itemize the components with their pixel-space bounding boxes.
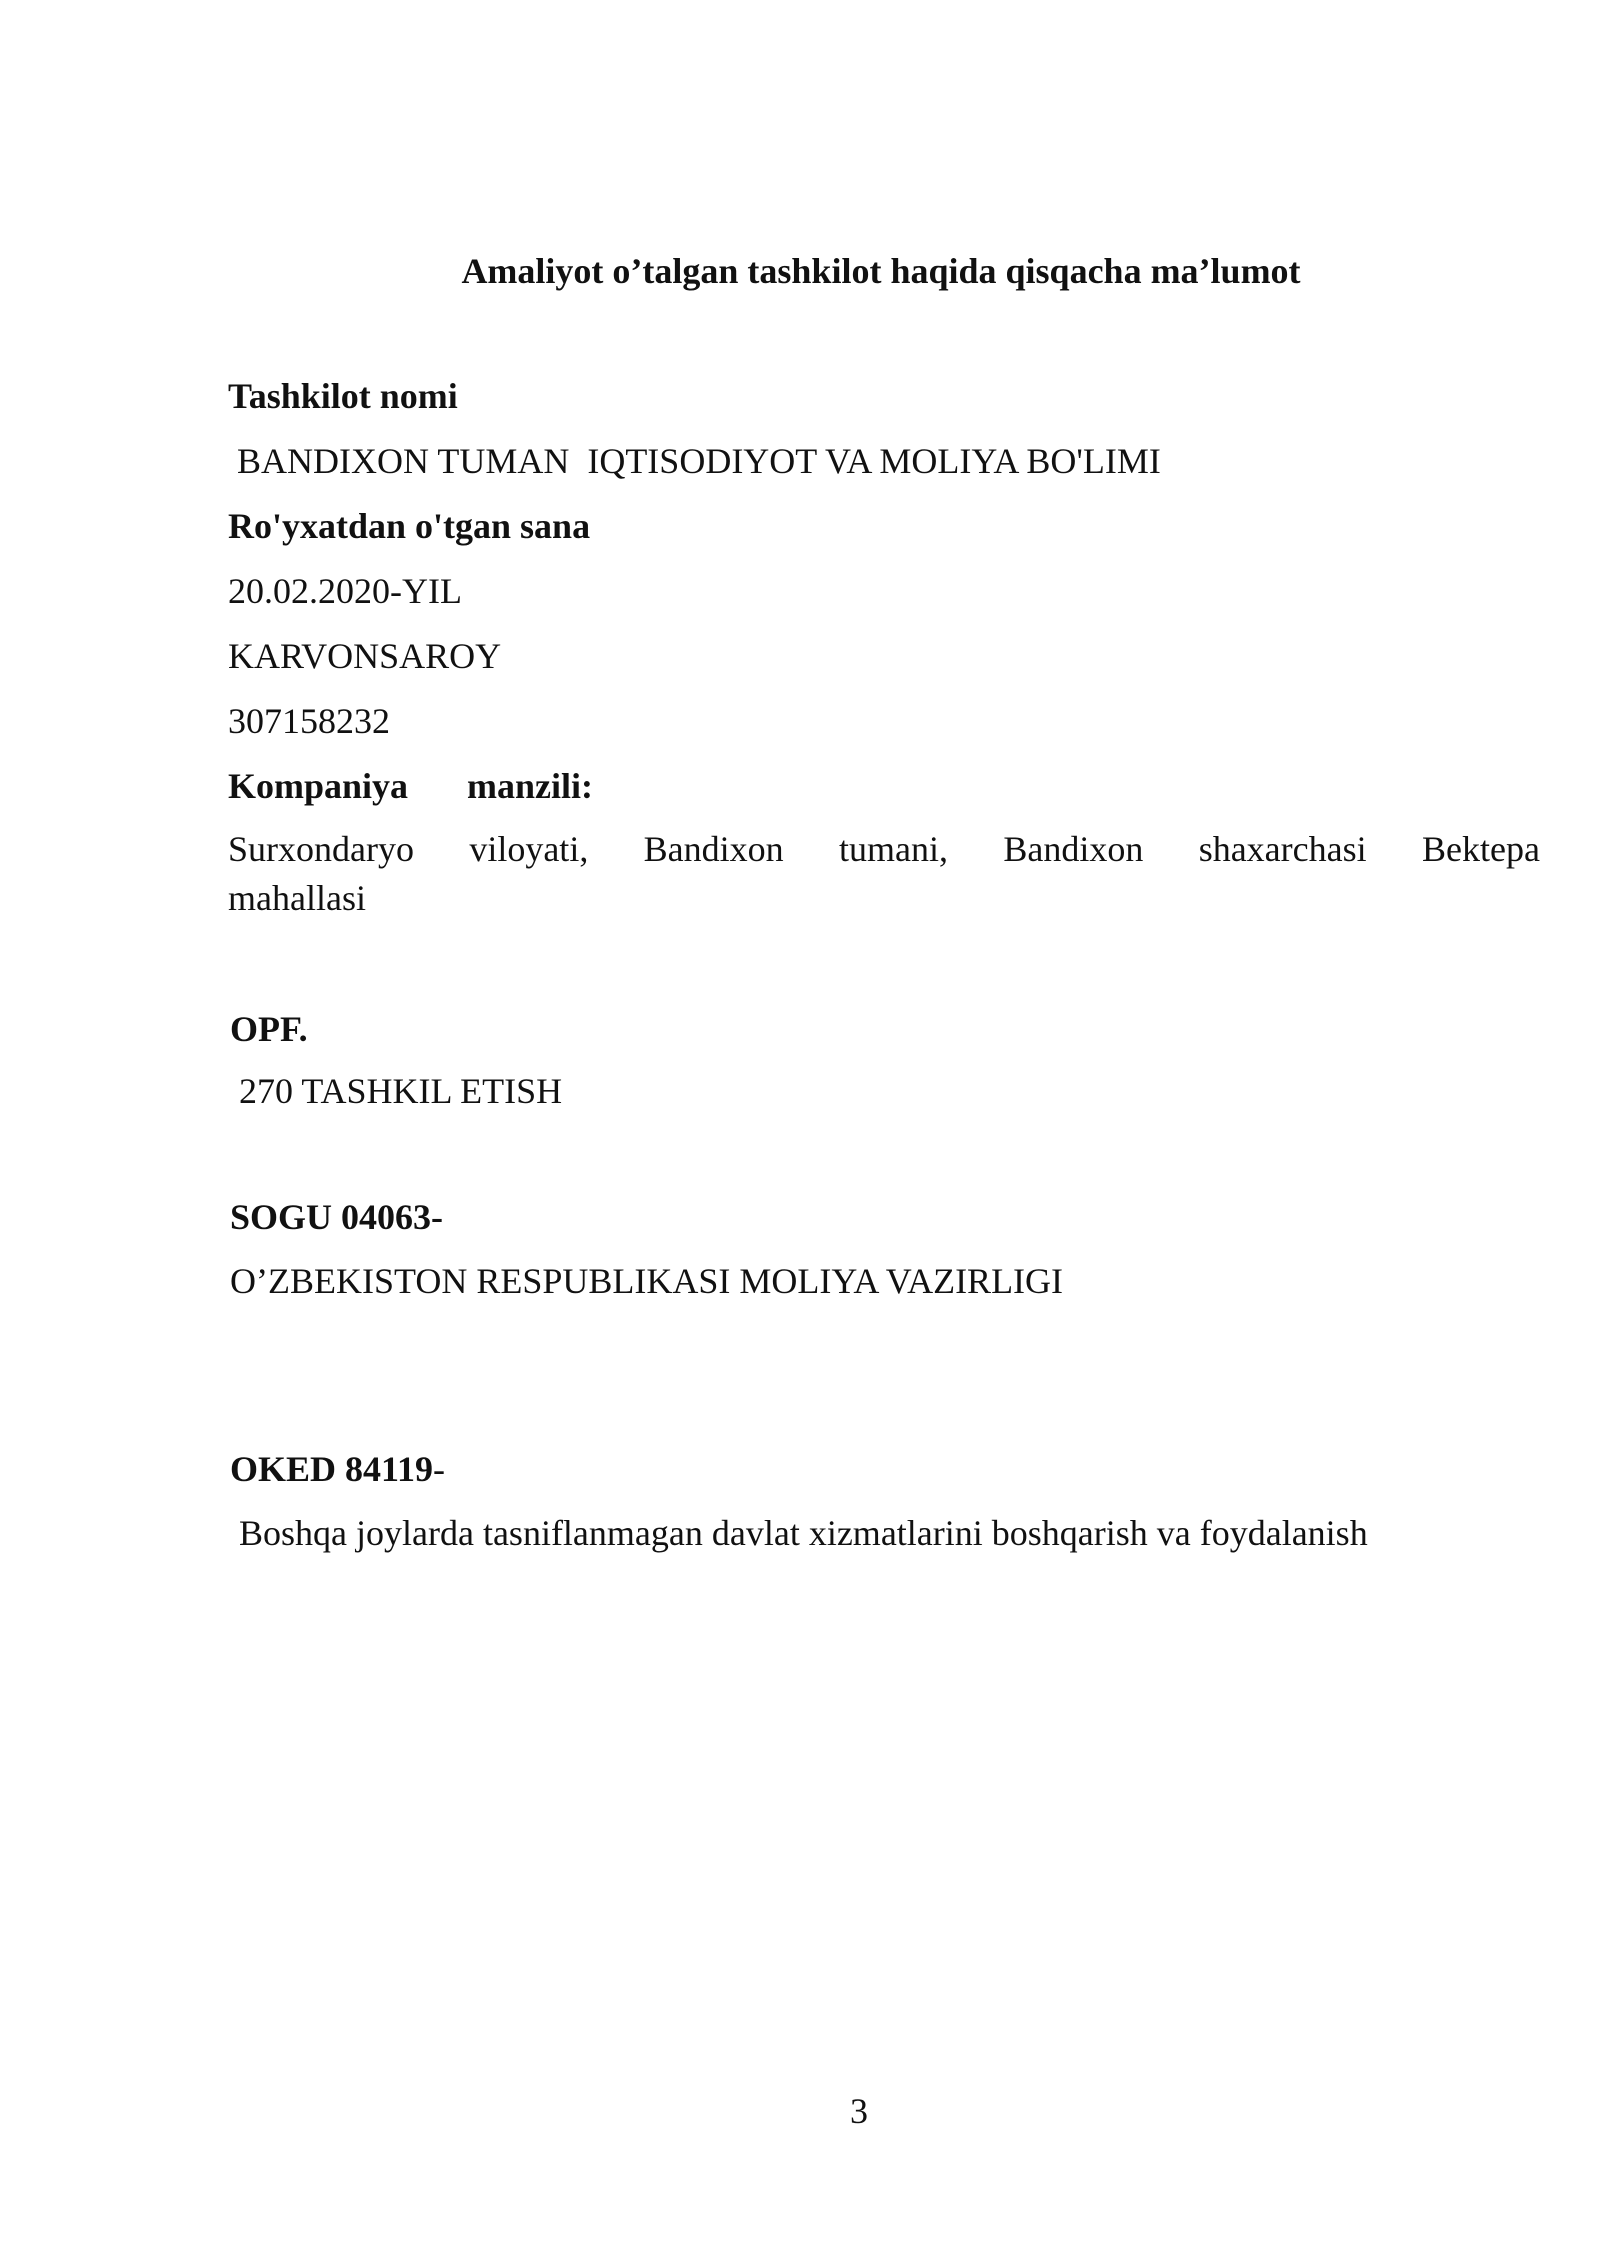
oked-label: OKED 84119: [230, 1449, 434, 1489]
sogu-value: O’ZBEKISTON RESPUBLIKASI MOLIYA VAZIRLIGI: [230, 1261, 1064, 1301]
address-label-word-2: manzili:: [467, 766, 593, 806]
address-first-line: [228, 828, 1540, 871]
address-word: shaxarchasi: [1198, 829, 1367, 869]
oked-value: Boshqa joylarda tasniflanmagan davlat xizmatlarini boshqarish va foydalanish: [230, 1513, 1368, 1553]
address-word: Bandixon: [1003, 829, 1144, 869]
registration-date-label: Ro'yxatdan o'tgan sana: [228, 506, 591, 546]
tax-id: 307158232: [228, 701, 390, 741]
opf-label: OPF.: [230, 1009, 308, 1049]
address-word: tumani,: [839, 829, 948, 869]
address-last-line: mahallasi: [228, 878, 366, 918]
address-word: Surxondaryo: [228, 829, 414, 869]
oked-dash: -: [433, 1449, 446, 1489]
org-name-value: BANDIXON TUMAN IQTISODIYOT VA MOLIYA BO'LIMI: [228, 441, 1161, 481]
sogu-label: SOGU 04063-: [230, 1197, 444, 1237]
address-word: viloyati,: [469, 829, 589, 869]
registration-date-value: 20.02.2020-YIL: [228, 571, 462, 611]
address-label-word-1: Kompaniya: [228, 766, 409, 806]
opf-value: 270 TASHKIL ETISH: [230, 1071, 563, 1111]
place-name: KARVONSAROY: [228, 636, 502, 676]
oked-heading: [230, 1448, 445, 1491]
address-word: Bandixon: [643, 829, 784, 869]
document-title: Amaliyot o’talgan tashkilot haqida qisqacha ma’lumot: [461, 251, 1301, 291]
address-word: Bektepa: [1421, 829, 1540, 869]
org-name-label: Tashkilot nomi: [228, 376, 458, 416]
page-number: 3: [850, 2091, 868, 2131]
